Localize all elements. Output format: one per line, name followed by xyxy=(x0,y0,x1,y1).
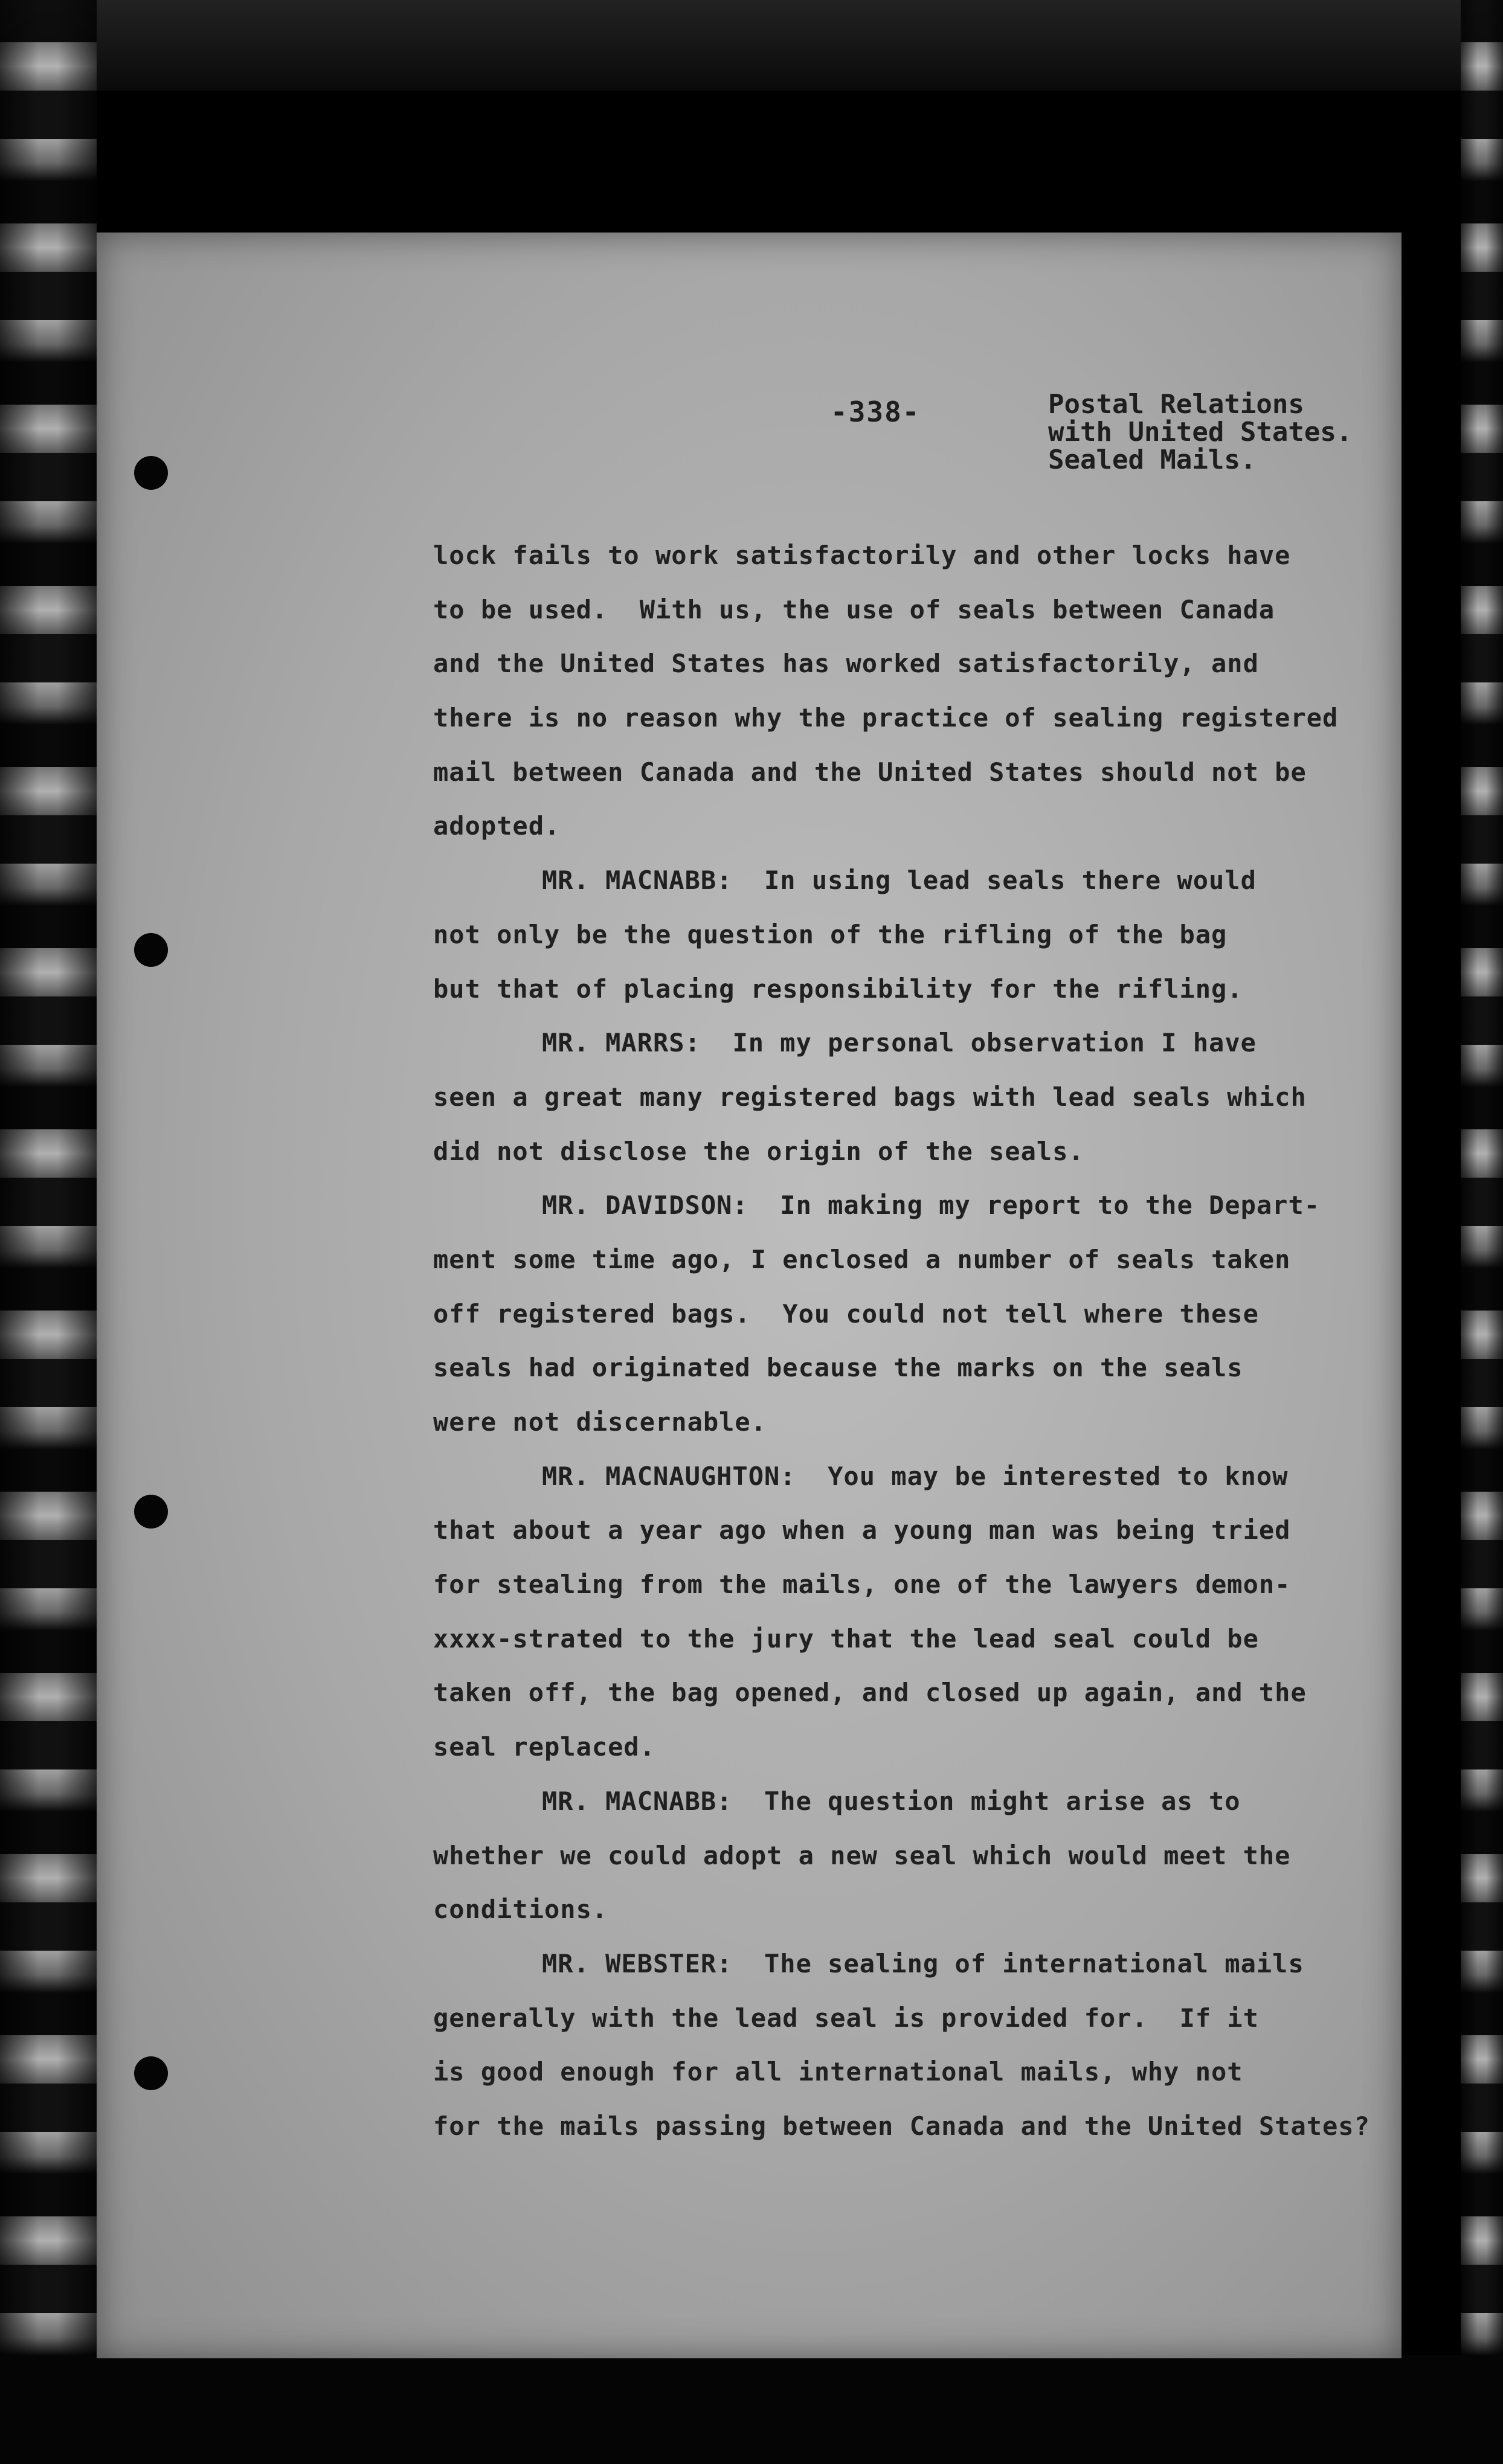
line-text: off registered bags. You could not tell where these xyxy=(433,1298,1259,1329)
text-line xyxy=(433,1612,1400,1666)
line-text: generally with the lead seal is provided for. If it xyxy=(433,2003,1259,2033)
speaker-name: MR. DAVIDSON: xyxy=(542,1190,748,1221)
speaker-name: MR. MACNABB: xyxy=(542,865,733,896)
line-text: to be used. With us, the use of seals between Canada xyxy=(433,594,1275,624)
text-line xyxy=(433,1666,1400,1720)
line-text: seals had originated because the marks on the seals xyxy=(433,1353,1243,1383)
topic-line: Postal Relations xyxy=(1048,389,1304,420)
text-line xyxy=(433,1503,1400,1558)
text-line xyxy=(433,1720,1400,1774)
text-line xyxy=(433,1395,1400,1449)
text-line xyxy=(433,1449,1400,1504)
topic-line: Sealed Mails. xyxy=(1048,444,1257,475)
text-line xyxy=(433,799,1400,853)
punch-hole xyxy=(134,2056,168,2090)
film-top-edge xyxy=(0,0,1503,91)
speaker-name: MR. MARRS: xyxy=(542,1028,701,1058)
line-text: for stealing from the mails, one of the lawyers demon- xyxy=(433,1570,1291,1600)
line-text: In using lead seals there would xyxy=(732,865,1257,896)
line-text: conditions. xyxy=(433,1895,608,1925)
line-text: and the United States has worked satisfactorily, and xyxy=(433,649,1259,679)
line-text: not only be the question of the rifling of the bag xyxy=(433,919,1228,949)
text-line xyxy=(433,1341,1400,1395)
line-text: for the mails passing between Canada and the United States? xyxy=(433,2111,1370,2141)
line-text: The question might arise as to xyxy=(732,1786,1241,1816)
line-text: were not discernable. xyxy=(433,1407,767,1437)
text-line xyxy=(433,1829,1400,1883)
line-text: there is no reason why the practice of sealing registered xyxy=(433,703,1339,733)
line-text: seal replaced. xyxy=(433,1732,656,1762)
line-text: xxxx-strated to the jury that the lead seal could be xyxy=(433,1623,1259,1654)
text-line xyxy=(433,1233,1400,1287)
text-line xyxy=(433,1558,1400,1612)
film-strip-left xyxy=(0,0,97,2464)
line-text: did not disclose the origin of the seals. xyxy=(433,1136,1084,1166)
typed-page xyxy=(97,233,1402,2358)
film-strip-right xyxy=(1461,0,1503,2464)
line-text: lock fails to work satisfactorily and other locks have xyxy=(433,541,1291,570)
line-text: In making my report to the Depart- xyxy=(748,1190,1321,1221)
topic-line: with United States. xyxy=(1048,417,1353,448)
line-text: adopted. xyxy=(433,811,561,841)
speaker-name: MR. MACNAUGHTON: xyxy=(542,1461,796,1491)
text-line xyxy=(433,1178,1400,1233)
line-text: but that of placing responsibility for the rifling. xyxy=(433,974,1243,1004)
text-line xyxy=(433,2099,1400,2154)
transcript-body xyxy=(433,528,1400,2154)
speaker-name: MR. MACNABB: xyxy=(542,1786,733,1816)
text-line xyxy=(433,853,1400,908)
text-line xyxy=(433,962,1400,1016)
text-line xyxy=(433,583,1400,637)
text-line xyxy=(433,528,1400,583)
punch-hole xyxy=(134,933,168,967)
line-text: taken off, the bag opened, and closed up again, and the xyxy=(433,1678,1307,1708)
text-line xyxy=(433,1774,1400,1829)
punch-hole xyxy=(134,456,168,490)
text-line xyxy=(433,1937,1400,1991)
line-text: is good enough for all international mails, why not xyxy=(433,2057,1243,2087)
line-text: ment some time ago, I enclosed a number of seals taken xyxy=(433,1244,1291,1274)
text-line xyxy=(433,908,1400,962)
page-number: -338- xyxy=(831,396,921,428)
speaker-name: MR. WEBSTER: xyxy=(542,1948,733,1978)
line-text: The sealing of international mails xyxy=(732,1948,1304,1978)
text-line xyxy=(433,1016,1400,1070)
topic-heading xyxy=(1048,391,1352,474)
text-line xyxy=(433,1882,1400,1937)
line-text: seen a great many registered bags with lead seals which xyxy=(433,1082,1307,1112)
text-line xyxy=(433,691,1400,745)
line-text: In my personal observation I have xyxy=(700,1028,1257,1058)
text-line xyxy=(433,1991,1400,2045)
line-text: whether we could adopt a new seal which would meet the xyxy=(433,1840,1291,1870)
text-line xyxy=(433,1287,1400,1341)
line-text: that about a year ago when a young man was being tried xyxy=(433,1515,1291,1545)
text-line xyxy=(433,637,1400,691)
text-line xyxy=(433,745,1400,800)
punch-hole xyxy=(134,1495,168,1529)
text-line xyxy=(433,1070,1400,1125)
film-bottom-edge xyxy=(0,2355,1503,2464)
text-line xyxy=(433,1125,1400,1179)
line-text: mail between Canada and the United States should not be xyxy=(433,757,1307,787)
line-text: You may be interested to know xyxy=(796,1461,1289,1491)
text-line xyxy=(433,2045,1400,2099)
